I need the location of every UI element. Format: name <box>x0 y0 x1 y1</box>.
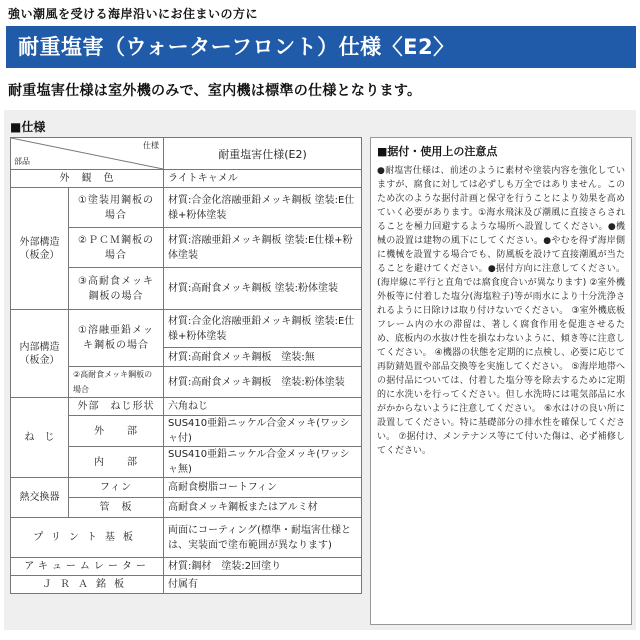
notes-body: ●耐塩害仕様は、前述のように素材や塗装内容を強化していますが、腐食に対しては必ずしも万全ではありません。このため次のような据付計画と保守を行うことにより効果を高めていく必要があります。①海水飛沫及び潮風に直接さらされることを極力回避するような場所へ設置してください。●機械の設置は建物の風下にしてください。●やむを得ず海岸側に機械を設置する場合でも、防風板を設けて直接潮風が当たることを避けてください。●据付方向に注意してください。(海岸線に平行と直角では腐食度合いが異なります) ②室外機外板等に付着した塩分(海塩粒子)等が雨水により十分洗浄されるように日除けは取り付けないでください。 ③室外機底板フレーム内の水の滞留は、著しく腐食作用を促進させるため、底板内の水抜け性を損なわないように、傾き等に注意してください。 ④機器の状態を定期的に点検し、必要に応じて再防錆処置や部品交換等を実施してください。 ⑤海岸地帯への据付品については、付着した塩分等を除去するために定期的に水洗いを行ってください。但し水洗時には電気部品に水がかからないように注意してください。 ⑥水はけの良い所に設置してください。特に基礎部分の排水性を確保してください。 ⑦据付け、メンテナンス等にて付いた傷は、必ず補修してください。 <box>377 166 625 456</box>
spec-table <box>10 137 362 594</box>
heat-exchanger-label: 熱交換器 <box>11 478 69 518</box>
exterior-value-2: 材質:溶融亜鉛メッキ鋼板 塗装:E仕様+粉体塗装 <box>164 228 362 268</box>
interior-label: 内部構造（板金） <box>11 310 69 398</box>
interior-value-1a: 材質:合金化溶融亜鉛メッキ鋼板 塗装:E仕様+粉体塗装 <box>164 310 362 348</box>
interior-item-1: ①溶融亜鉛メッキ鋼板の場合 <box>69 310 164 367</box>
spec-column-header: 耐重塩害仕様(E2) <box>164 138 362 170</box>
jra-value: 付属有 <box>164 576 362 594</box>
interior-value-2: 材質:高耐食メッキ鋼板 塗装:粉体塗装 <box>164 367 362 398</box>
screw-item-3: 内 部 <box>69 447 164 478</box>
heat-exchanger-item-2: 管 板 <box>69 498 164 518</box>
heat-exchanger-item-1: フィン <box>69 478 164 498</box>
accumulator-label: アキュームレーター <box>11 558 164 576</box>
appearance-label: 外 観 色 <box>11 170 164 188</box>
table-row <box>11 310 362 348</box>
table-header-row <box>11 138 362 170</box>
notes-box <box>370 137 632 625</box>
screw-value-2: SUS410亜鉛ニッケル合金メッキ(ワッシャ付) <box>164 416 362 447</box>
exterior-label: 外部構造（板金） <box>11 188 69 310</box>
pcb-label: プリント基板 <box>11 518 164 558</box>
corner-spec-label: 仕様 <box>143 141 160 150</box>
page-title: 耐重塩害（ウォーターフロント）仕様〈E2〉 <box>18 35 455 59</box>
page-subtitle: 強い潮風を受ける海岸沿いにお住まいの方に <box>8 7 259 21</box>
table-row <box>11 576 362 594</box>
exterior-value-1: 材質:合金化溶融亜鉛メッキ鋼板 塗装:E仕様+粉体塗装 <box>164 188 362 228</box>
heat-exchanger-value-1: 高耐食樹脂コートフィン <box>164 478 362 498</box>
screw-item-1: 外部 ねじ形状 <box>69 398 164 416</box>
accumulator-value: 材質:鋼材 塗装:2回塗り <box>164 558 362 576</box>
appearance-value: ライトキャメル <box>164 170 362 188</box>
title-banner <box>6 26 636 68</box>
diagonal-line <box>11 138 163 169</box>
heat-exchanger-value-2: 高耐食メッキ鋼板またはアルミ材 <box>164 498 362 518</box>
exterior-item-1: ①塗装用鋼板の場合 <box>69 188 164 228</box>
exterior-item-2: ②ＰＣＭ鋼板の場合 <box>69 228 164 268</box>
table-row <box>11 518 362 558</box>
screw-value-3: SUS410亜鉛ニッケル合金メッキ(ワッシャ無) <box>164 447 362 478</box>
spec-heading: ■仕様 <box>10 120 46 134</box>
table-row <box>11 188 362 228</box>
pcb-value: 両面にコーティング(標準・耐塩害仕様とは、実装面で塗布範囲が異なります) <box>164 518 362 558</box>
jra-label: ＪＲＡ銘板 <box>11 576 164 594</box>
table-row <box>11 558 362 576</box>
screw-value-1: 六角ねじ <box>164 398 362 416</box>
table-row <box>11 398 362 416</box>
notes-heading: ■据付・使用上の注意点 <box>377 145 498 158</box>
corner-cell <box>11 138 164 170</box>
table-row <box>11 478 362 498</box>
exterior-item-3: ③高耐食メッキ鋼板の場合 <box>69 268 164 310</box>
corner-part-label: 部品 <box>14 157 30 166</box>
screw-item-2: 外 部 <box>69 416 164 447</box>
interior-value-1b: 材質:高耐食メッキ鋼板 塗装:無 <box>164 348 362 367</box>
exterior-value-3: 材質:高耐食メッキ鋼板 塗装:粉体塗装 <box>164 268 362 310</box>
interior-item-2: ②高耐食メッキ鋼板の場合 <box>69 367 164 398</box>
screw-label: ね じ <box>11 398 69 478</box>
table-row <box>11 170 362 188</box>
lead-text: 耐重塩害仕様は室外機のみで、室内機は標準の仕様となります。 <box>8 83 422 99</box>
